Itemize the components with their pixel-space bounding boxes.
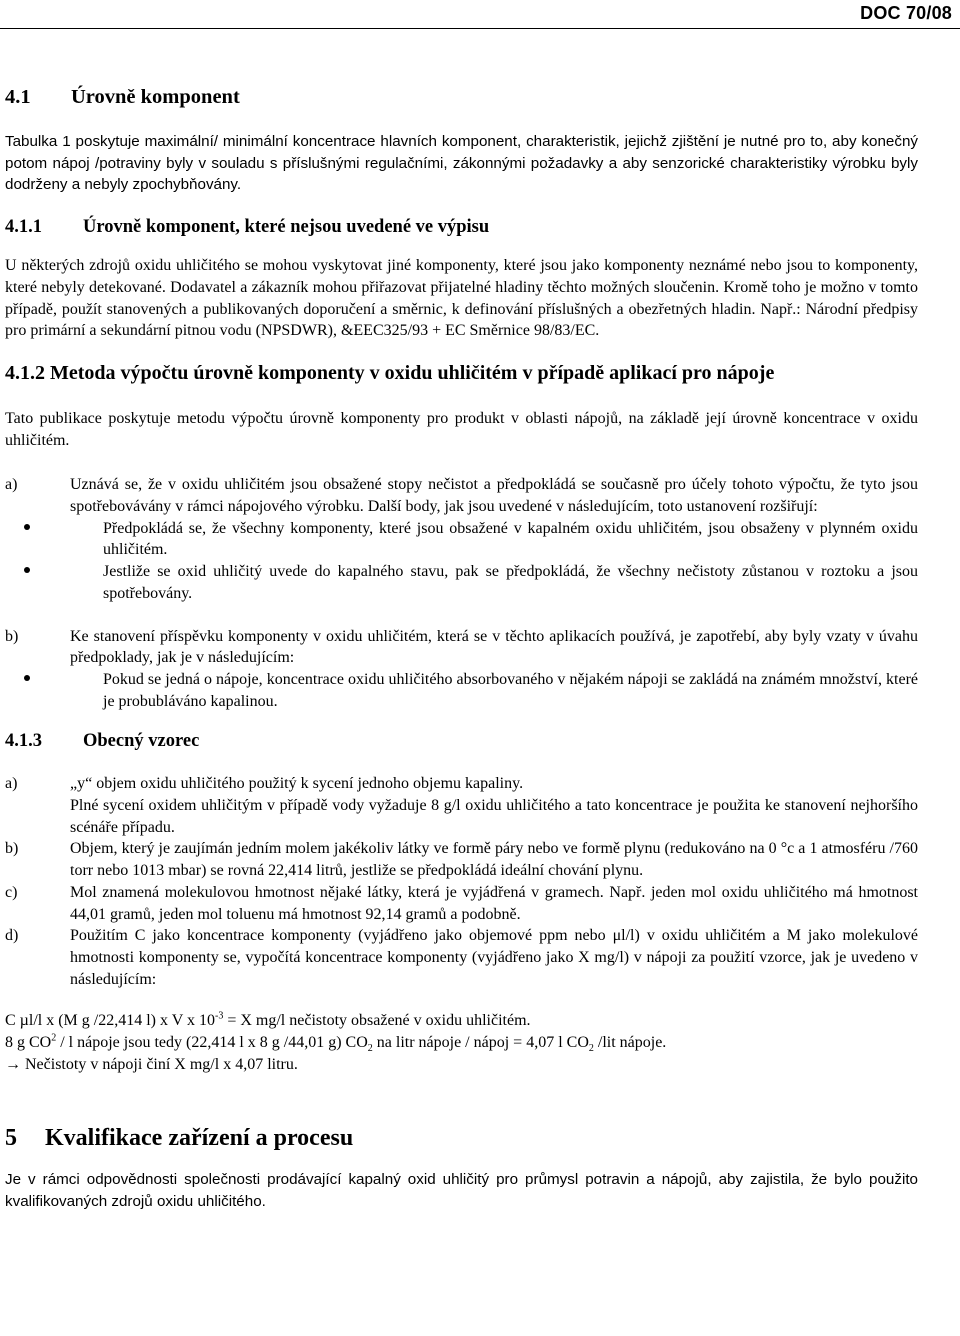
bullet-icon bbox=[5, 518, 103, 561]
definition-text: Mol znamená molekulovou hmotnost nějaké látky, která je vyjádřená v gramech. Např. jeden mol oxidu uhličitého má hmotnost 44,01 gramů, jeden mol toluenu má hmotnost 92,14 gramů a podobně. bbox=[70, 883, 918, 923]
definition-item-d bbox=[5, 925, 918, 990]
list-marker: d) bbox=[5, 927, 19, 945]
section-number: 4.1.3 bbox=[5, 731, 42, 752]
bullet-text: Pokud se jedná o nápoje, koncentrace oxidu uhličitého absorbovaného v nějakém nápoji se zakládá na známém množství, které je probubláváno kapalinou. bbox=[103, 670, 918, 710]
header-rule bbox=[0, 28, 960, 29]
arrow-icon: → bbox=[5, 1056, 21, 1074]
section-4-1-paragraph: Tabulka 1 poskytuje maximální/ minimální koncentrace hlavních komponent, charakteristik, jejichž zjištění je nutné pro to, aby konečný potom nápoj /potraviny byly v souladu s příslušnými regulačními, zákonnými požadavky a aby senzorické charakteristiky výrobku byly dodrženy a nebyly zpochybňovány. bbox=[5, 133, 918, 194]
bullet-text: Předpokládá se, že všechny komponenty, které jsou obsažené v kapalném oxidu uhličitém, jsou obsaženy v plynném oxidu uhličitém. bbox=[103, 519, 918, 559]
definition-item-b bbox=[5, 838, 918, 881]
definition-item-c bbox=[5, 882, 918, 925]
definition-line: Plné sycení oxidem uhličitým v případě vody vyžaduje 8 g/l oxidu uhličitého a tato koncentrace je použita ke stanovení nejhoršího scénáře případu. bbox=[70, 797, 918, 836]
list-marker: a) bbox=[5, 476, 18, 494]
section-4-1-heading bbox=[5, 86, 918, 109]
list-item-b bbox=[5, 626, 918, 669]
section-4-1-3-heading bbox=[5, 731, 918, 752]
section-number: 4.1.1 bbox=[5, 217, 42, 238]
section-4-1-1-heading bbox=[5, 217, 918, 238]
section-title: Úrovně komponent bbox=[71, 86, 240, 108]
definitions-list bbox=[5, 773, 918, 990]
list-item-a bbox=[5, 474, 918, 517]
page-header bbox=[0, 0, 960, 29]
bullet-icon bbox=[5, 561, 103, 604]
document-body bbox=[5, 86, 918, 1213]
section-number: 4.1 bbox=[5, 86, 31, 108]
section-4-1-1-paragraph: U některých zdrojů oxidu uhličitého se mohou vyskytovat jiné komponenty, které jsou jako komponenty neznámé nebo jsou to komponenty, které nebyly detekované. Dodavatel a zákazník mohou přiřazovat přijatelné hladiny těchto možných sloučenin. Kromě toho je možno v tomto případě, použít stanovených a publikovaných doporučení a směrnic, k definování příslušných a obezřetných hladin. Např.: Národní předpisy pro primární a sekundární pitnou vodu (NPSDWR), &EEC325/93 + EC Směrnice 98/83/EC. bbox=[5, 257, 918, 340]
bullet-item bbox=[5, 561, 918, 604]
list-marker: c) bbox=[5, 883, 18, 901]
list-text: Uznává se, že v oxidu uhličitém jsou obsažené stopy nečistot a předpokládá se současně pro účely tohoto výpočtu, že tyto jsou spotřebovávány v rámci nápojového výrobku. Další body, jak jsou uvedené v následujícím, toto ustanovení rozšiřují: bbox=[70, 476, 918, 516]
bullet-item bbox=[5, 669, 918, 712]
formula-line-3: → Nečistoty v nápoji činí X mg/l x 4,07 litru. bbox=[5, 1056, 298, 1074]
formula-line-1: C µl/l x (M g /22,414 l) x V x $10^{-3} = X$ mg/l nečistoty obsažené v oxidu uhličitém. bbox=[5, 1011, 531, 1030]
definition-line: „y“ objem oxidu uhličitého použitý k sycení jednoho objemu kapaliny. bbox=[70, 775, 524, 793]
section-title: Kvalifikace zařízení a procesu bbox=[45, 1125, 354, 1152]
definition-text: Použitím C jako koncentrace komponenty (vyjádřeno jako objemové ppm nebo μl/l) v oxidu uhličitém a M jako molekulové hmotnosti komponenty se, vypočítá koncentrace komponenty (vyjádřeno jako X mg/l) v nápoji za použití vzorce, jak je uvedeno v následujícím: bbox=[70, 927, 918, 988]
list-marker: b) bbox=[5, 840, 19, 858]
bullet-item bbox=[5, 518, 918, 561]
section-title: Úrovně komponent, které nejsou uvedené ve výpisu bbox=[83, 217, 490, 238]
document-code: DOC 70/08 bbox=[860, 3, 952, 23]
section-4-1-2-heading: 4.1.2 Metoda výpočtu úrovně komponenty v oxidu uhličitém v případě aplikací pro nápoje bbox=[5, 361, 775, 384]
formula-line-2: 8 g $CO^2$ / l nápoje jsou tedy (22,414 l x 8 g /44,01 g) $CO_2$ na litr nápoje / nápoj = 4,07 l $CO_2$ /lit nápoje. bbox=[5, 1033, 667, 1055]
list-marker: b) bbox=[5, 627, 19, 645]
assumption-list bbox=[5, 474, 918, 712]
list-marker: a) bbox=[5, 775, 18, 793]
section-4-1-2-paragraph: Tato publikace poskytuje metodu výpočtu úrovně komponenty pro produkt v oblasti nápojů, na základě její úrovně koncentrace v oxidu uhličitém. bbox=[5, 409, 918, 449]
bullet-icon bbox=[5, 669, 103, 712]
section-5-heading bbox=[5, 1125, 918, 1152]
list-text: Ke stanovení příspěvku komponenty v oxidu uhličitém, která se v těchto aplikacích používá, je zapotřebí, aby byly vzaty v úvahu předpoklady, jak je v následujícím: bbox=[70, 627, 918, 667]
bullet-text: Jestliže se oxid uhličitý uvede do kapalného stavu, pak se předpokládá, že všechny nečistoty zůstanou v roztoku a jsou spotřebovány. bbox=[103, 563, 918, 602]
section-number: 5 bbox=[5, 1125, 17, 1152]
section-5-paragraph: Je v rámci odpovědnosti společnosti prodávající kapalný oxid uhličitý pro průmysl potravin a nápojů, aby zajistila, že bylo použito kvalifikovaných zdrojů oxidu uhličitého. bbox=[5, 1171, 918, 1211]
definition-text: Objem, který je zaujímán jedním molem jakékoliv látky ve formě páry nebo ve formě plynu (redukováno na 0 °c a 1 atmosféru /760 torr nebo 1013 mbar) se rovná 22,414 litrů, jestliže se předpokládá ideální chování plynu. bbox=[70, 840, 918, 880]
definition-item-a bbox=[5, 773, 918, 838]
section-title: Obecný vzorec bbox=[83, 731, 200, 752]
formula-block bbox=[5, 1010, 918, 1076]
